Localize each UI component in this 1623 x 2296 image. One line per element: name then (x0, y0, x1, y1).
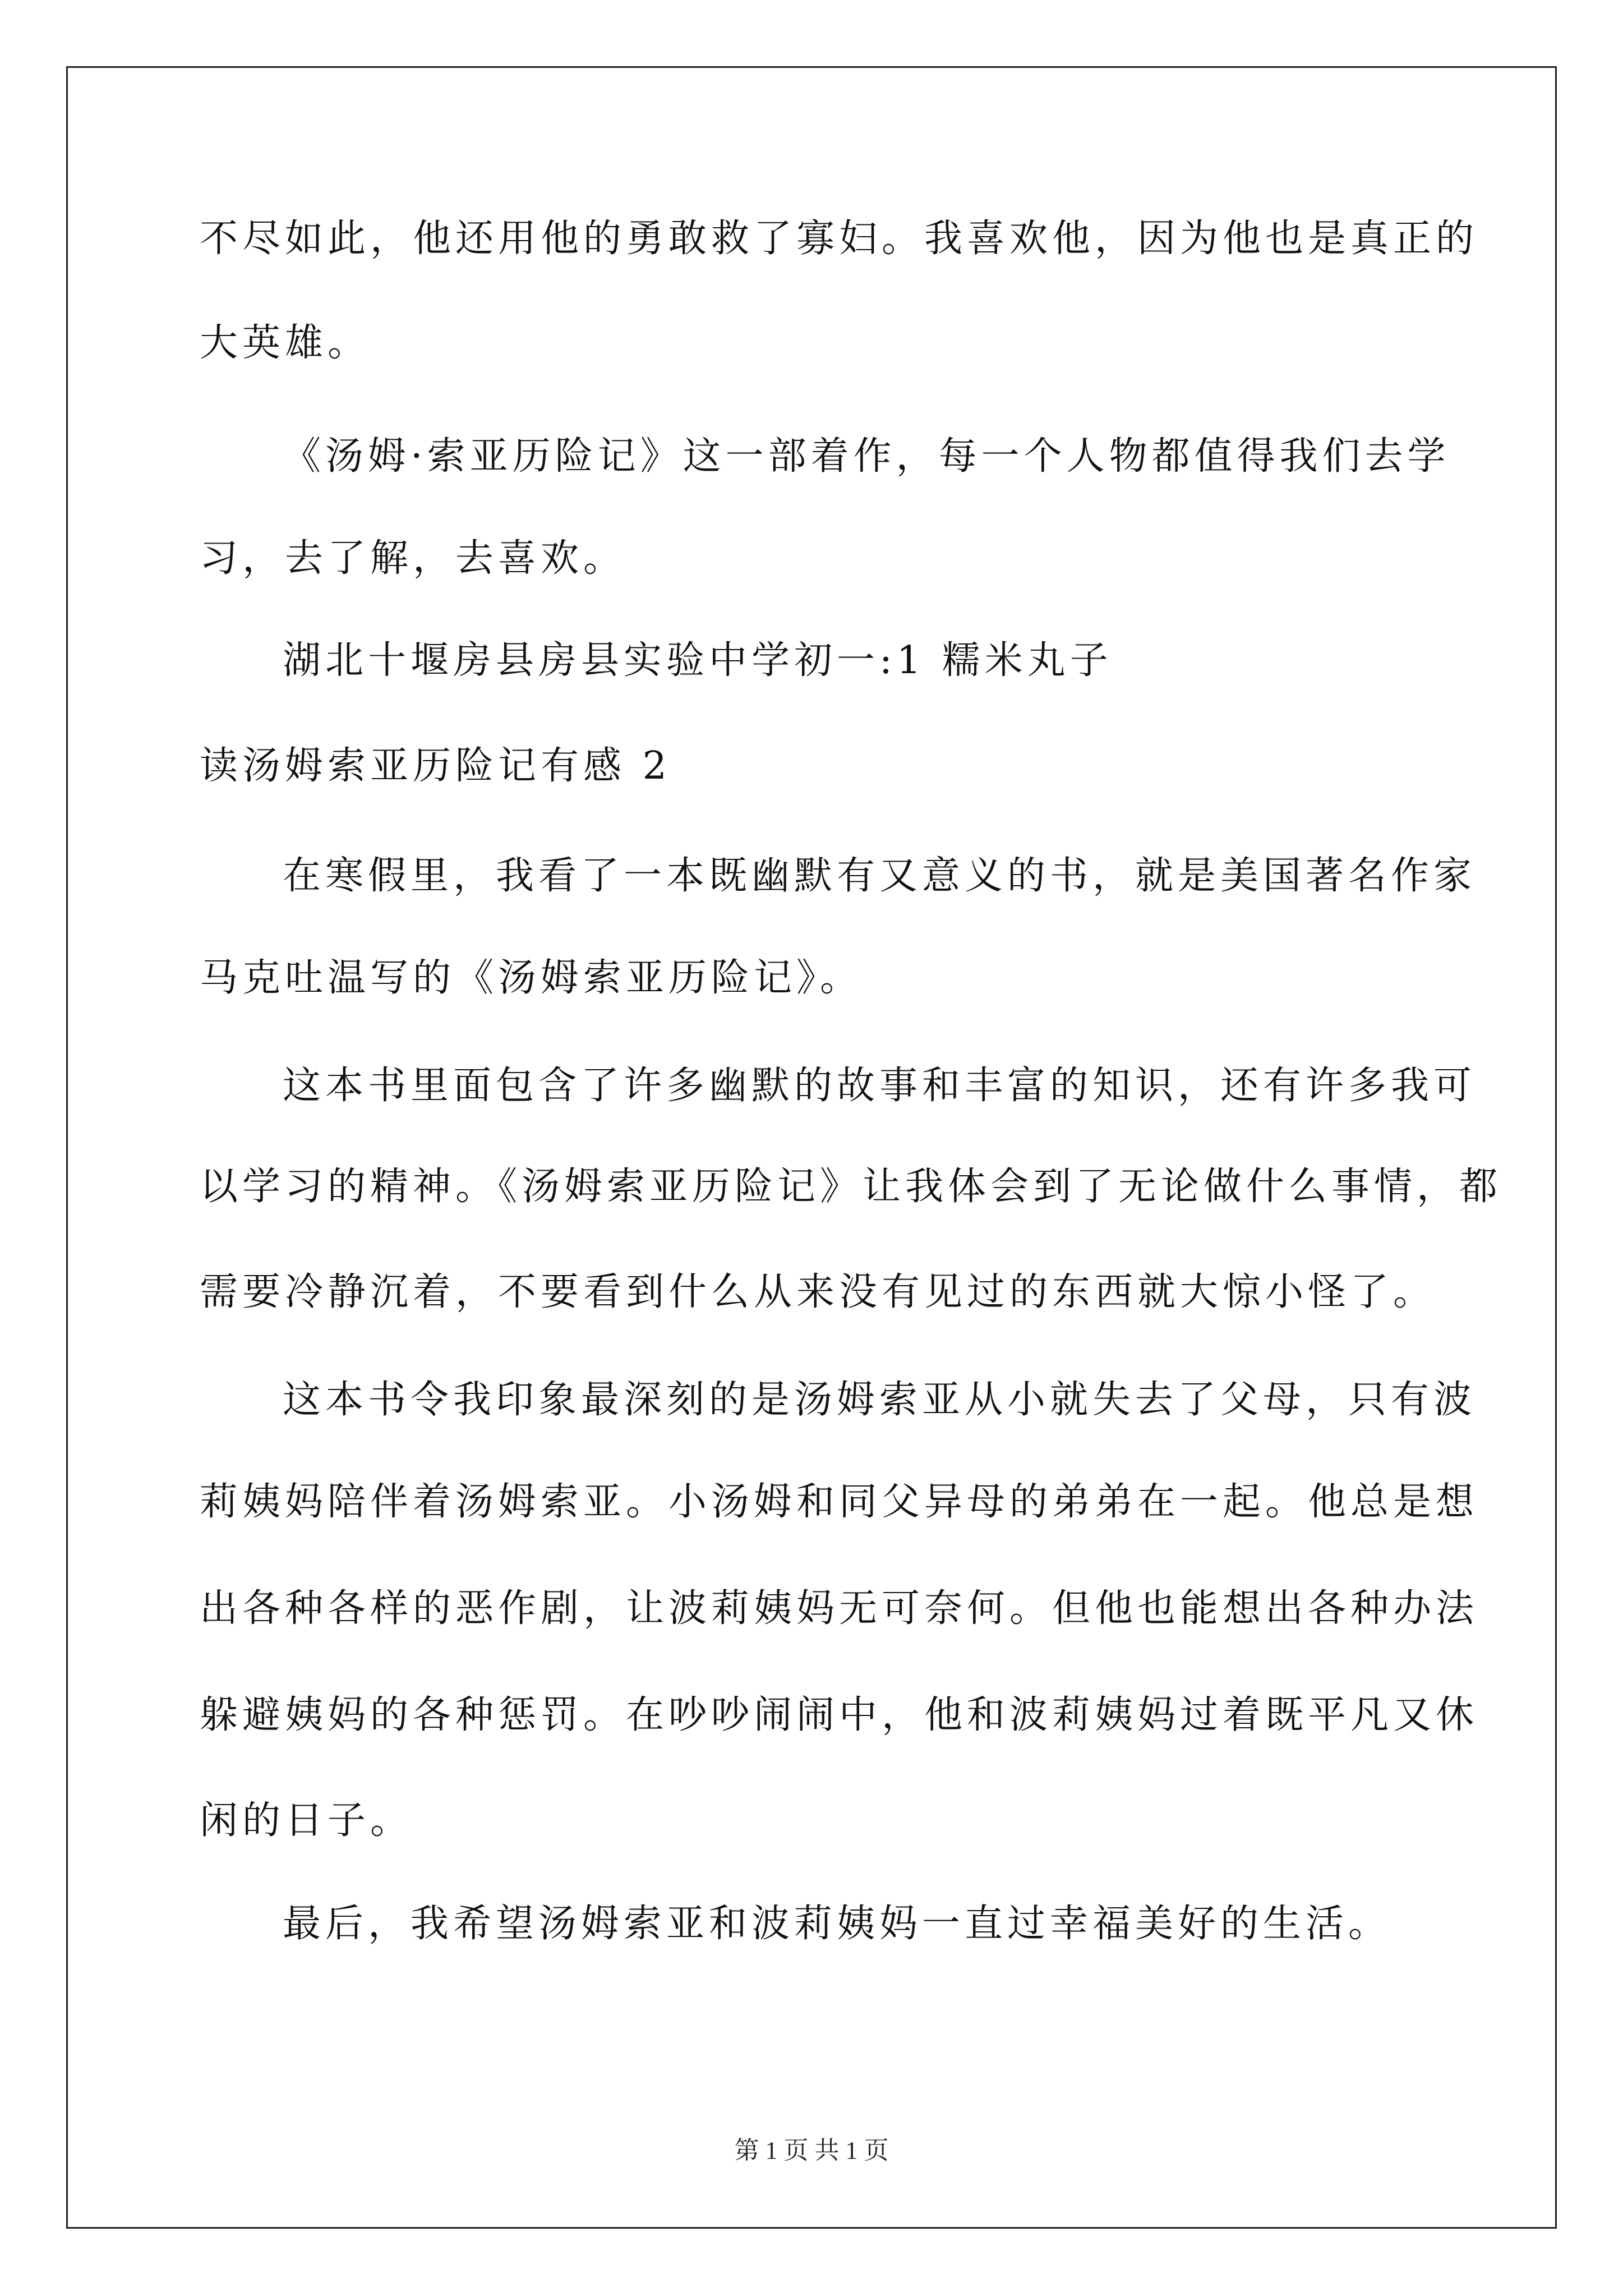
body-text-line: 闲的日子。 (200, 1798, 413, 1843)
paragraph-line: 最后，我希望汤姆索亚和波莉姨妈一直过幸福美好的生活。 (283, 1902, 1391, 1946)
author-line: 湖北十堰房县房县实验中学初一:1 糯米丸子 (283, 638, 1113, 683)
body-text-line: 需要冷静沉着，不要看到什么从来没有见过的东西就大惊小怪了。 (200, 1270, 1436, 1314)
body-text-line: 不尽如此，他还用他的勇敢救了寡妇。我喜欢他，因为他也是真正的 (200, 217, 1479, 261)
body-text-line: 莉姨妈陪伴着汤姆索亚。小汤姆和同父异母的弟弟在一起。他总是想 (200, 1480, 1479, 1524)
section-title: 读汤姆索亚历险记有感 2 (200, 744, 671, 788)
body-text-line: 以学习的精神。《汤姆索亚历险记》让我体会到了无论做什么事情，都 (200, 1165, 1502, 1209)
paragraph-line: 这本书里面包含了许多幽默的故事和丰富的知识，还有许多我可 (283, 1064, 1477, 1108)
body-text-line: 习，去了解，去喜欢。 (200, 536, 626, 581)
body-text-line: 马克吐温写的《汤姆索亚历险记》。 (200, 956, 863, 1000)
paragraph-line: 《汤姆·索亚历险记》这一部着作，每一个人物都值得我们去学 (283, 434, 1450, 478)
body-text-line: 出各种各样的恶作剧，让波莉姨妈无可奈何。但他也能想出各种办法 (200, 1586, 1479, 1631)
body-text-line: 躲避姨妈的各种惩罚。在吵吵闹闹中，他和波莉姨妈过着既平凡又休 (200, 1693, 1479, 1737)
body-text-line: 大英雄。 (200, 321, 371, 365)
paragraph-line: 这本书令我印象最深刻的是汤姆索亚从小就失去了父母，只有波 (283, 1378, 1477, 1422)
page-number: 第 1 页 共 1 页 (734, 2137, 889, 2164)
paragraph-line: 在寒假里，我看了一本既幽默有又意义的书，就是美国著名作家 (283, 854, 1477, 898)
